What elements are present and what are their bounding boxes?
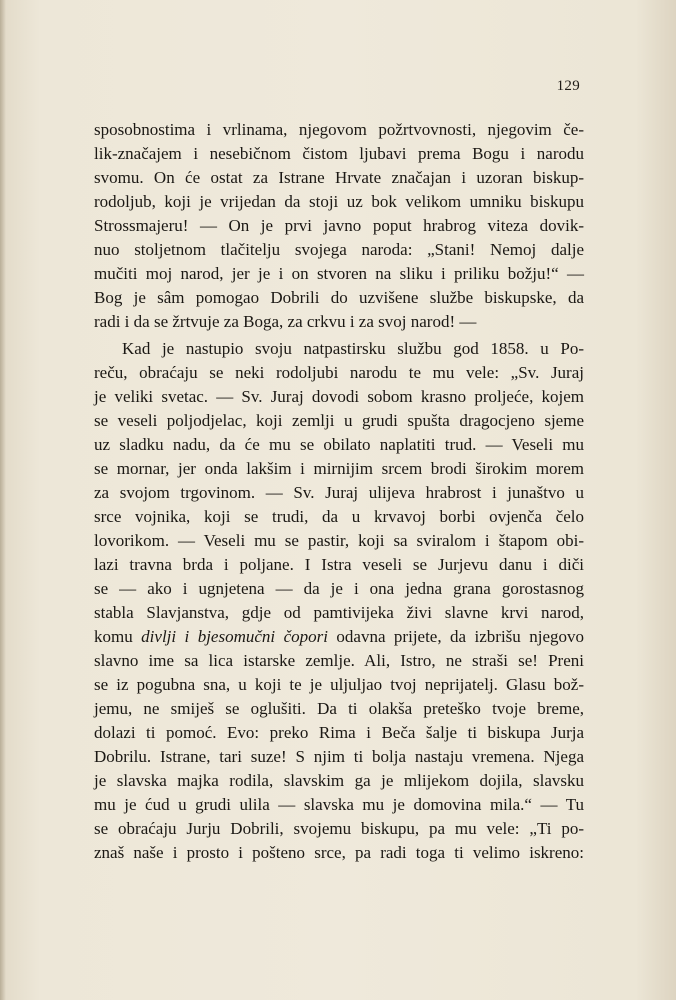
text-line: lovorikom. — Veseli mu se pastir, koji sa sviralom i štapom obi- [94,531,584,550]
text-line: se — ako i ugnjetena — da je i ona jedna grana gorostasnog [94,579,584,598]
text-line: radi i da se žrtvuje za Boga, za crkvu i za svoj narod! — [94,312,477,331]
page-number: 129 [556,78,580,94]
text-line: Strossmajeru! — On je prvi javno poput hrabrog viteza dovik- [94,216,584,235]
text-line: slavno ime sa lica istarske zemlje. Ali, Istro, ne straši se! Preni [94,651,584,670]
text-fragment: odavna prijete, da izbrišu njegovo [327,627,584,646]
page-binding-shadow [0,0,6,1000]
text-line: se obraćaju Jurju Dobrili, svojemu biskupu, pa mu vele: „Ti po- [94,819,584,838]
text-line: nuo stoljetnom tlačitelju svojega naroda: „Stani! Nemoj dalje [94,240,584,259]
text-line: sposobnostima i vrlinama, njegovom požrtvovnosti, njegovim če- [94,120,584,139]
text-line: je veliki svetac. — Sv. Juraj dovodi sobom krasno proljeće, kojem [94,387,584,406]
text-line: lazi travna brda i poljane. I Istra veseli se Jurjevu danu i diči [94,555,584,574]
text-line: rodoljub, koji je vrijedan da stoji uz bok velikom umniku biskupu [94,192,584,211]
text-line: Kad je nastupio svoju natpastirsku službu god 1858. u Po- [122,339,584,358]
text-line: Bog je sâm pomogao Dobrili do uzvišene službe biskupske, da [94,288,584,307]
text-fragment: komu [94,627,142,646]
text-line: srce vojnika, koji se trudi, da u krvavoj borbi ovjenča čelo [94,507,584,526]
text-line: za svojom trgovinom. — Sv. Juraj ulijeva hrabrost i junaštvo u [94,483,584,502]
text-line: se veseli poljodjelac, koji zemlji u grudi spušta dragocjeno sjeme [94,411,584,430]
text-line: mučiti moj narod, jer je i on stvoren na sliku i priliku božju!“ — [94,264,584,283]
text-line: se mornar, jer onda lakšim i mirnijim srcem brodi širokim morem [94,459,584,478]
text-line: dolazi ti pomoć. Evo: preko Rima i Beča šalje ti biskupa Jurja [94,723,584,742]
text-line: je slavska majka rodila, slavskim ga je mlijekom dojila, slavsku [94,771,584,790]
text-line-with-italic [94,625,584,649]
text-line: stabla Slavjanstva, gdje od pamtivijeka živi slavne krvi narod, [94,603,584,622]
text-line: uz sladku nadu, da će mu se obilato naplatiti trud. — Veseli mu [94,435,584,454]
text-line: reču, obraćaju se neki rodoljubi narodu te mu vele: „Sv. Juraj [94,363,584,382]
text-line: Dobrilu. Istrane, tari suze! S njim ti bolja nastaju vremena. Njega [94,747,584,766]
text-line: mu je ćud u grudi ulila — slavska mu je domovina mila.“ — Tu [94,795,584,814]
text-line: lik-značajem i nesebičnom čistom ljubavi prema Bogu i narodu [94,144,584,163]
text-line: svomu. On će ostat za Istrane Hrvate značajan i uzoran biskup- [94,168,584,187]
text-line: znaš naše i prosto i pošteno srce, pa radi toga ti velimo iskreno: [94,843,584,862]
text-line: jemu, ne smiješ se oglušiti. Da ti olakša preteško tvoje breme, [94,699,584,718]
text-line: se iz pogubna sna, u koji te je uljuljao tvoj neprijatelj. Glasu bož- [94,675,584,694]
italic-phrase: divlji i bjesomučni čopori [141,627,328,646]
body-text [94,118,584,865]
